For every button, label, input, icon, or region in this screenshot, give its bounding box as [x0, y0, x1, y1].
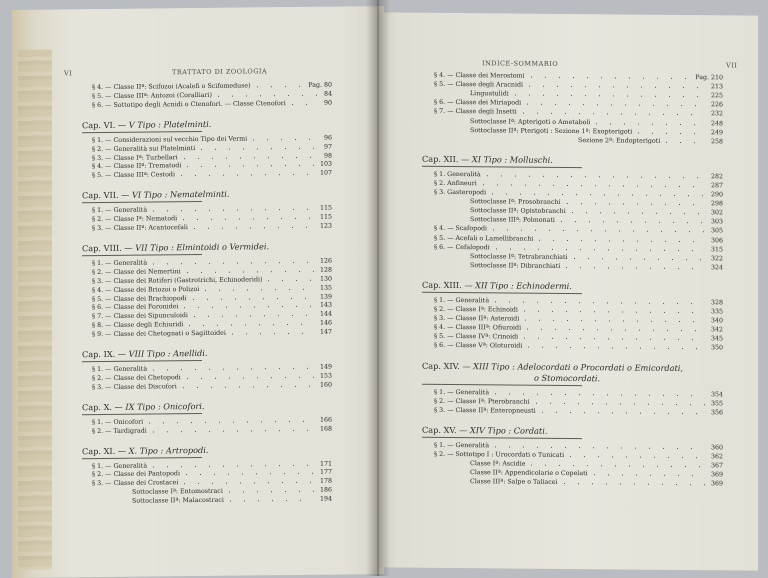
left-page — [12, 6, 384, 578]
dot-leader — [153, 464, 314, 467]
entry-title: Linguatulidi — [470, 90, 509, 98]
entry-title: Classe Iª: Ascidie — [470, 460, 526, 468]
dot-leader — [153, 429, 314, 432]
entry-title: § 1. — Generalità — [434, 296, 490, 305]
entry-page-number: 290 — [710, 191, 723, 199]
dot-leader — [184, 306, 314, 308]
right-page — [378, 12, 758, 570]
dot-leader — [528, 347, 705, 350]
dot-leader — [205, 288, 314, 290]
entry-title: § 5. — Classe IVª: Crinoidi — [434, 333, 519, 341]
entry-title: § 5. — Classe dei Brachiopodi — [92, 294, 187, 303]
entry-page-number: 103 — [319, 160, 332, 169]
dot-leader — [594, 474, 705, 476]
toc-entry — [434, 341, 723, 353]
entry-page-number: 225 — [710, 92, 723, 100]
entry-title: § 2. — Classe dei Chetopodi — [92, 374, 181, 383]
entry-title: § 6. — Sottotipo degli Acnidi o Ctenofori. — Classe Ctenofori — [92, 99, 286, 109]
entry-page-number: 171 — [319, 460, 332, 468]
entry-page-number: 287 — [710, 182, 723, 190]
chapter-title: — IX Tipo : Onicofori. — [114, 400, 205, 412]
chapter-title-continued — [534, 372, 600, 384]
entry-page-number: 345 — [710, 335, 723, 343]
entry-page-number: 305 — [710, 227, 723, 235]
entry-page-number: 232 — [710, 110, 723, 118]
chapter-title: — XII Tipo : Echinodermi. — [464, 279, 572, 291]
entry-title: § 3. — Classe dei Rotiferi (Gastrotrichi, Echinoderidi) — [92, 276, 263, 285]
dot-leader — [531, 465, 704, 468]
entry-title: § 4. — Classe dei Merostomi — [434, 71, 525, 80]
toc-entry — [578, 136, 723, 146]
entry-title: § 5. — Classe IIIª: Antozoi (Coralliari) — [92, 91, 212, 101]
chapter-number: Cap. XIII. — [422, 279, 462, 290]
dot-leader — [193, 297, 314, 299]
entry-title: § 2. — Classe Iª: Echinoidi — [434, 305, 518, 314]
entry-title: § 5. — Classe degli Aracnidi — [434, 80, 524, 89]
entry-title: § 4. — Classe IIª: Trematodi — [92, 162, 182, 171]
entry-title: Sottoclasse IIª: Dibranchiati — [470, 261, 561, 270]
dot-leader — [230, 500, 314, 502]
chapter-rule — [422, 166, 582, 168]
entry-title: § 3. — Classe IIª: Enteropneusti — [434, 406, 536, 415]
chapter-heading — [82, 189, 230, 202]
book-gutter — [366, 0, 390, 576]
toc-entry — [92, 424, 332, 436]
chapter-heading — [82, 119, 211, 131]
dot-leader — [536, 402, 705, 404]
chapter-rule — [422, 437, 582, 439]
chapter-heading — [422, 154, 553, 166]
entry-page-number: 115 — [319, 213, 332, 221]
entry-page-number: 335 — [710, 308, 723, 316]
entry-title: § 6. — Classe Vª: Oloturoidi — [434, 342, 523, 350]
dot-leader — [253, 138, 318, 140]
entry-page-number: 340 — [710, 317, 723, 325]
entry-page-number: 324 — [710, 264, 723, 272]
entry-page-number: 153 — [319, 372, 332, 380]
dot-leader — [218, 95, 318, 97]
right-page-number: VII — [726, 61, 738, 70]
chapter-rule — [82, 201, 202, 203]
entry-title: Sottoclasse Iª: Entomostraci — [132, 487, 223, 496]
dot-leader — [187, 377, 314, 379]
chapter-number: Cap. VI. — [82, 119, 116, 130]
entry-page-number: 128 — [319, 266, 332, 274]
entry-title: § 3. — Classe dei Discofori — [92, 383, 177, 391]
dot-leader — [194, 315, 314, 317]
entry-page-number: 166 — [319, 416, 332, 424]
entry-page-number: 97 — [323, 143, 332, 151]
dot-leader — [184, 156, 318, 158]
dot-leader — [523, 113, 705, 116]
entry-title: § 3. Gasteropodi — [434, 188, 487, 197]
toc-entry — [92, 98, 332, 110]
entry-title: § 1. — Generalità — [434, 388, 490, 396]
dot-leader — [232, 333, 314, 335]
dot-leader — [542, 411, 705, 413]
entry-title: § 6. — Classe dei Miriapodi — [434, 99, 522, 107]
chapter-heading — [422, 425, 547, 437]
dot-leader — [524, 311, 705, 314]
dot-leader — [187, 165, 314, 167]
chapter-rule — [82, 456, 202, 458]
entry-page-number: 328 — [710, 299, 723, 307]
entry-title: § 9. — Classe dei Chetognati o Sagittoidei — [92, 329, 226, 339]
chapter-number: Cap. VII. — [82, 190, 119, 201]
entry-title: § 1. Generalità — [434, 170, 481, 179]
dot-leader — [574, 258, 705, 260]
entry-title: § 4. — Classe dei Briozoi o Polizoi — [92, 285, 200, 294]
toc-entry — [92, 169, 332, 181]
chapter-rule — [82, 360, 202, 362]
entry-title: § 2. — Classe dei Pantopodi — [92, 470, 180, 479]
chapter-heading — [82, 401, 205, 413]
entry-page-number: 177 — [319, 468, 332, 477]
entry-title: Sottoclasse IIª: Malacostraci — [132, 496, 224, 505]
left-page-number: VI — [64, 69, 73, 78]
entry-page-number: 126 — [319, 257, 332, 265]
dot-leader — [183, 218, 314, 220]
entry-page-number: 258 — [710, 137, 723, 146]
chapter-number: Cap. X. — [82, 401, 113, 412]
dot-leader — [638, 132, 705, 134]
entry-title: Sottoclasse IIª: Pterigoti : Sezione 1ª: Exopterigoti — [470, 126, 633, 136]
entry-title: § 3. — Classe IIª: Acantocefali — [92, 224, 188, 233]
dot-leader — [527, 104, 705, 107]
dot-leader — [492, 193, 705, 196]
entry-page-number: 147 — [319, 328, 332, 336]
entry-title: § 2. — Classe Iª: Pterobranchi — [434, 397, 530, 406]
entry-page-number: 84 — [323, 90, 332, 98]
chapter-title: — VII Tipo : Elmintoidi o Vermidei. — [124, 241, 270, 253]
left-running-title: TRATTATO DI ZOOLOGIA — [172, 67, 268, 77]
entry-page-number: 322 — [710, 254, 723, 263]
dot-leader — [181, 174, 314, 176]
dot-leader — [495, 301, 705, 304]
entry-page-number: 186 — [319, 486, 332, 494]
toc-entry — [470, 261, 723, 272]
dot-leader — [564, 483, 705, 485]
dot-leader — [524, 338, 705, 341]
entry-page-number: 135 — [319, 284, 332, 292]
entry-title: § 5. — Classe IIIª: Cestodi — [92, 171, 175, 180]
chapter-title: — VI Tipo : Nematelminti. — [121, 188, 230, 200]
entry-page-number: 139 — [319, 293, 332, 301]
dot-leader — [493, 230, 705, 233]
entry-title: § 2. — Classe dei Nemertini — [92, 267, 181, 276]
dot-leader — [525, 320, 705, 323]
chapter-heading — [422, 280, 572, 292]
chapter-number: Cap. XII. — [422, 153, 459, 164]
entry-title: § 6. — Classe dei Foronidei — [92, 303, 179, 312]
dot-leader — [184, 482, 314, 484]
toc-entry — [132, 495, 332, 506]
entry-title: § 7. — Classe degli Insetti — [434, 108, 517, 116]
dot-leader — [596, 123, 705, 125]
entry-title: § 1. — Generalità — [92, 259, 148, 268]
entry-page-number: 90 — [323, 99, 332, 107]
entry-title: § 4. — Classe IIª: Scifozoi (Acalefi o Scifomeduse) — [92, 82, 251, 92]
dot-leader — [527, 329, 705, 332]
entry-page-number: 213 — [710, 83, 723, 91]
dot-leader — [483, 184, 705, 187]
dot-leader — [186, 473, 314, 475]
entry-page-number: 360 — [710, 444, 723, 452]
entry-page-number: 160 — [319, 381, 332, 389]
dot-leader — [153, 368, 314, 371]
entry-page-number: 369 — [710, 471, 723, 479]
entry-title: Sottoclasse Iª: Tetrabranchiati — [470, 252, 568, 261]
entry-title: § 1. — Generalità — [92, 206, 148, 215]
dot-leader — [561, 221, 705, 223]
entry-page-number: 303 — [710, 218, 723, 226]
chapter-title: — VIII Tipo : Anellidi. — [117, 347, 208, 359]
dot-leader — [570, 456, 705, 458]
right-running-title: INDICE-SOMMARIO — [482, 59, 559, 68]
entry-title: § 2. — Sottotipo I : Urocordati o Tunicati — [434, 450, 565, 459]
entry-page-number: 168 — [319, 425, 332, 433]
entry-title: § 7. — Classe dei Sipunculoidi — [92, 312, 188, 321]
toc-entry — [470, 477, 723, 488]
entry-title: § 3. — Classe dei Crostacei — [92, 479, 179, 488]
toc-entry — [92, 328, 332, 340]
entry-page-number: 96 — [323, 134, 332, 142]
dot-leader — [189, 324, 314, 326]
dot-leader — [153, 209, 314, 212]
entry-page-number: 306 — [710, 236, 723, 244]
dot-leader — [257, 86, 303, 87]
entry-title: § 2. — Generalità sui Platelminti — [92, 144, 196, 153]
entry-title: Sottoclasse Iª: Prosobranchi — [470, 198, 561, 207]
chapter-number: Cap. XV. — [422, 424, 457, 435]
dot-leader — [495, 446, 705, 449]
chapter-rule — [82, 131, 202, 133]
entry-title: § 1. — Generalità — [92, 462, 148, 470]
entry-page-number: 123 — [319, 222, 332, 230]
entry-title: § 5. — Acefali o Lamellibranchi — [434, 234, 534, 243]
entry-page-number: 367 — [710, 462, 723, 470]
dot-leader — [567, 203, 705, 205]
entry-page-number: 302 — [710, 209, 723, 217]
dot-leader — [539, 239, 705, 241]
entry-page-number: 369 — [710, 480, 723, 488]
entry-page-number: 144 — [319, 310, 332, 319]
entry-title: Sottoclasse Iª: Apterigoti o Ametaboli — [470, 117, 591, 126]
chapter-heading — [82, 348, 207, 360]
dot-leader — [268, 279, 314, 280]
chapter-rule — [422, 292, 582, 294]
entry-title: § 1. — Generalità — [434, 441, 490, 450]
chapter-rule — [82, 254, 202, 256]
dot-leader — [153, 262, 314, 265]
entry-page-number: 194 — [319, 495, 332, 503]
entry-page-number: 362 — [710, 453, 723, 461]
entry-title: § 2. — Tardigradi — [92, 427, 147, 435]
entry-page-number: 146 — [319, 319, 332, 327]
chapter-rule — [82, 413, 202, 415]
entry-page-number: 130 — [319, 275, 332, 283]
dot-leader — [566, 267, 705, 269]
toc-entry — [434, 406, 723, 418]
dot-leader — [515, 95, 705, 98]
entry-title: § 6. — Cefalopodi — [434, 243, 490, 251]
chapter-title: — X. Tipo : Artropodi. — [117, 444, 209, 456]
entry-page-number: 248 — [710, 119, 723, 127]
entry-page-number: 354 — [710, 390, 723, 398]
entry-title: § 2. — Classe Iª: Nematodi — [92, 215, 178, 224]
dot-leader — [572, 212, 705, 214]
entry-title: Sottoclasse IIª: Opistobranchi — [470, 207, 566, 216]
entry-page-number: 282 — [710, 173, 723, 181]
dot-leader — [496, 248, 705, 251]
entry-page-number: Pag. 210 — [695, 74, 723, 82]
dot-leader — [531, 77, 690, 79]
chapter-number: Cap. XIV. — [422, 360, 460, 371]
worn-page-edge — [18, 50, 52, 570]
dot-leader — [666, 142, 705, 143]
entry-title: § 3. — Classe IIª: Asteroidi — [434, 314, 520, 323]
chapter-heading — [82, 241, 269, 254]
chapter-number: Cap. XI. — [82, 445, 116, 456]
chapter-title: — XIV Tipo : Cordati. — [459, 424, 548, 436]
entry-title: § 2. Anfineuri — [434, 179, 477, 188]
entry-page-number: Pag. 80 — [308, 81, 332, 89]
dot-leader — [183, 386, 314, 388]
entry-page-number: 107 — [319, 169, 332, 178]
entry-title: Classe IIIª: Salpe o Taliacei — [470, 478, 558, 487]
dot-leader — [487, 175, 705, 178]
entry-title: § 8. — Classe degli Echiuridi — [92, 321, 184, 330]
toc-entry — [92, 222, 332, 234]
entry-page-number: 143 — [319, 301, 332, 310]
entry-title: § 1. — Onicofori — [92, 418, 144, 426]
entry-title: § 1. — Generalità — [92, 365, 148, 374]
chapter-title: — XI Tipo : Molluschi. — [461, 153, 553, 165]
chapter-number: Cap. VIII. — [82, 242, 122, 254]
entry-page-number: 315 — [710, 245, 723, 253]
entry-title: Sottoclasse IIIª: Polmonati — [470, 216, 555, 225]
entry-title: § 4. — Classe IIIª: Ofiuroidi — [434, 324, 522, 332]
dot-leader — [229, 491, 314, 493]
entry-page-number: 249 — [710, 128, 723, 136]
dot-leader — [201, 147, 318, 149]
chapter-number: Cap. IX. — [82, 348, 116, 360]
chapter-rule — [422, 383, 582, 385]
toc-entry — [92, 380, 332, 392]
entry-page-number: 298 — [710, 200, 723, 208]
chapter-title-line2: o Stomocordati. — [534, 372, 601, 383]
entry-page-number: 98 — [323, 152, 332, 160]
entry-title: § 1. — Considerazioni sul vecchio Tipo dei Vermi — [92, 135, 248, 144]
dot-leader — [187, 271, 314, 273]
entry-title: § 3. — Classe Iª: Turbellari — [92, 153, 178, 162]
entry-page-number: 226 — [710, 101, 723, 109]
chapter-title: — XIII Tipo : Adelocordati o Procordati o Emicordati, — [462, 360, 684, 373]
dot-leader — [529, 86, 705, 89]
dot-leader — [292, 104, 318, 105]
entry-page-number: 115 — [319, 204, 332, 212]
entry-page-number: 355 — [710, 399, 723, 407]
entry-title: Sezione 2ª: Endopterigoti — [578, 136, 661, 145]
chapter-title: — V Tipo : Platelminti. — [117, 118, 212, 130]
dot-leader — [149, 420, 314, 423]
chapter-heading — [82, 444, 209, 456]
entry-page-number: 178 — [319, 477, 332, 486]
entry-page-number: 350 — [710, 344, 723, 352]
entry-page-number: 149 — [319, 363, 332, 371]
dot-leader — [194, 227, 314, 229]
entry-page-number: 356 — [710, 408, 723, 417]
dot-leader — [495, 393, 705, 396]
entry-title: Classe IIª: Appendicolarie o Copelati — [470, 469, 588, 478]
entry-title: § 4. — Scafopodi — [434, 225, 488, 233]
entry-page-number: 342 — [710, 326, 723, 334]
